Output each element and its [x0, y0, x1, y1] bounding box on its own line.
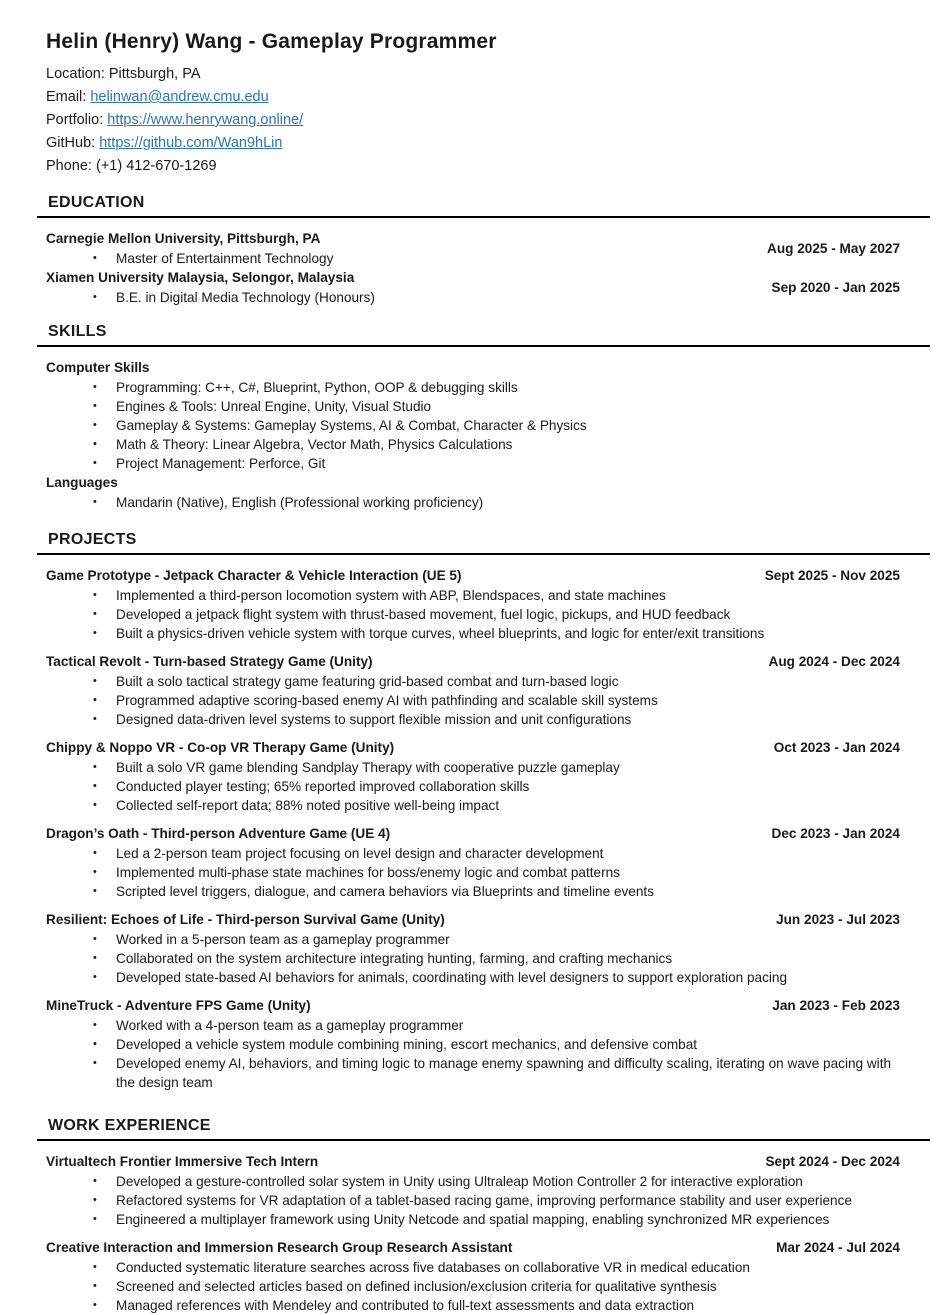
project-title-row [46, 652, 900, 672]
bullet-marker: • [93, 457, 97, 469]
project-entry [46, 910, 900, 987]
bullet-marker: • [93, 1019, 97, 1031]
bullet-item [46, 1191, 900, 1210]
work-entry [46, 1152, 900, 1229]
bullet-text: Scripted level triggers, dialogue, and camera behaviors via Blueprints and timeline events [116, 884, 655, 899]
bullet-marker: • [93, 847, 97, 859]
education-heading: EDUCATION [37, 194, 930, 218]
institution-name: Carnegie Mellon University, Pittsburgh, PA [46, 231, 321, 246]
bullet-text: Developed a gesture-controlled solar system in Unity using Ultraleap Motion Controller 2 for interactive exploration [116, 1174, 803, 1189]
project-title-row [46, 824, 900, 844]
bullet-item [46, 672, 900, 691]
project-title-row [46, 738, 900, 758]
contact-value-phone: (+1) 412-670-1269 [96, 158, 217, 174]
bullet-text: Conducted player testing; 65% reported improved collaboration skills [116, 779, 530, 794]
contact-portfolio [46, 109, 930, 132]
bullet-item [46, 930, 900, 949]
education-entry [46, 268, 900, 307]
bullet-item [46, 1210, 900, 1229]
bullet-text: Implemented multi-phase state machines for boss/enemy logic and combat patterns [116, 865, 620, 880]
bullet-marker: • [93, 952, 97, 964]
bullet-text: Developed state-based AI behaviors for animals, coordinating with level designers to support exploration pacing [116, 970, 788, 985]
skills-body [37, 347, 930, 512]
bullet-item [46, 624, 900, 643]
bullet-marker: • [93, 866, 97, 878]
work-title-row [46, 1238, 900, 1258]
bullet-item [46, 758, 900, 777]
projects-heading: PROJECTS [37, 531, 930, 555]
contact-location [46, 63, 930, 86]
contact-value-location: Pittsburgh, PA [108, 66, 201, 82]
date-range: Oct 2023 - Jan 2024 [773, 740, 900, 755]
bullet-item [46, 1258, 900, 1277]
bullet-marker: • [93, 400, 97, 412]
bullet-marker: • [93, 1261, 97, 1273]
skills-group-name: Languages [46, 475, 118, 490]
bullet-item [46, 605, 900, 624]
project-title-row [46, 910, 900, 930]
bullet-marker: • [93, 589, 97, 601]
project-name: MineTruck - Adventure FPS Game (Unity) [46, 998, 311, 1013]
project-entry [46, 824, 900, 901]
project-title-row [46, 996, 900, 1016]
projects-body [37, 555, 930, 1092]
bullet-item [46, 710, 900, 729]
bullet-item [46, 844, 900, 863]
bullet-marker: • [93, 933, 97, 945]
bullet-item [46, 949, 900, 968]
project-entry [46, 566, 900, 643]
bullet-marker: • [93, 252, 97, 264]
job-title: Virtualtech Frontier Immersive Tech Intern [46, 1154, 319, 1169]
bullet-marker: • [93, 971, 97, 983]
skills-heading: SKILLS [37, 323, 930, 347]
bullet-text: Worked with a 4-person team as a gameplay programmer [116, 1018, 464, 1033]
bullet-text: Developed a vehicle system module combining mining, escort mechanics, and defensive combat [116, 1037, 698, 1052]
bullet-text: B.E. in Digital Media Technology (Honours) [116, 290, 375, 305]
bullet-item [46, 1054, 900, 1092]
bullet-marker: • [93, 627, 97, 639]
project-name: Chippy & Noppo VR - Co-op VR Therapy Game (Unity) [46, 740, 395, 755]
education-entry [46, 229, 900, 268]
bullet-marker: • [93, 1175, 97, 1187]
bullet-item [46, 777, 900, 796]
section-work-experience [37, 1117, 930, 1315]
project-name: Dragon’s Oath - Third-person Adventure Game (UE 4) [46, 826, 391, 841]
work-experience-heading: WORK EXPERIENCE [37, 1117, 930, 1141]
contact-label-location: Location: [46, 66, 105, 82]
date-range: Aug 2025 - May 2027 [767, 240, 900, 256]
contact-email [46, 86, 930, 109]
bullet-item [46, 435, 900, 454]
bullet-marker: • [93, 291, 97, 303]
bullet-item [46, 1035, 900, 1054]
bullet-marker: • [93, 496, 97, 508]
bullet-text: Refactored systems for VR adaptation of a tablet-based racing game, improving performance stability and user experience [116, 1193, 852, 1208]
header [37, 30, 930, 178]
date-range: Aug 2024 - Dec 2024 [768, 654, 900, 669]
email-link[interactable]: helinwan@andrew.cmu.edu [90, 89, 269, 105]
page-title: Helin (Henry) Wang - Gameplay Programmer [46, 30, 497, 53]
section-projects [37, 531, 930, 1092]
bullet-marker: • [93, 419, 97, 431]
date-range: Sep 2020 - Jan 2025 [771, 279, 900, 295]
bullet-item [46, 1172, 900, 1191]
bullet-item [46, 493, 900, 512]
job-title: Creative Interaction and Immersion Research Group Research Assistant [46, 1240, 513, 1255]
skills-group-name: Computer Skills [46, 360, 150, 375]
bullet-text: Developed a jetpack flight system with thrust-based movement, fuel logic, pickups, and HUD feedback [116, 607, 731, 622]
bullet-marker: • [93, 1299, 97, 1311]
bullet-text: Programming: C++, C#, Blueprint, Python, OOP & debugging skills [116, 380, 518, 395]
date-range: Mar 2024 - Jul 2024 [776, 1240, 900, 1255]
bullet-text: Collaborated on the system architecture integrating hunting, farming, and crafting mechanics [116, 951, 673, 966]
bullet-marker: • [93, 675, 97, 687]
bullet-marker: • [93, 799, 97, 811]
project-name: Tactical Revolt - Turn-based Strategy Game (Unity) [46, 654, 373, 669]
bullet-text: Collected self-report data; 88% noted positive well-being impact [116, 798, 500, 813]
bullet-marker: • [93, 713, 97, 725]
bullet-item [46, 691, 900, 710]
contact-label-portfolio: Portfolio: [46, 112, 104, 128]
bullet-text: Conducted systematic literature searches across five databases on collaborative VR in medical education [116, 1260, 750, 1275]
bullet-text: Built a solo VR game blending Sandplay Therapy with cooperative puzzle gameplay [116, 760, 620, 775]
bullet-marker: • [93, 438, 97, 450]
bullet-item [46, 796, 900, 815]
bullet-text: Engines & Tools: Unreal Engine, Unity, Visual Studio [116, 399, 432, 414]
bullet-marker: • [93, 1194, 97, 1206]
bullet-marker: • [93, 1057, 97, 1069]
bullet-marker: • [93, 608, 97, 620]
date-range: Jun 2023 - Jul 2023 [776, 912, 900, 927]
bullet-text: Project Management: Perforce, Git [116, 456, 326, 471]
work-title-row [46, 1152, 900, 1172]
bullet-marker: • [93, 1213, 97, 1225]
bullet-text: Programmed adaptive scoring-based enemy AI with pathfinding and scalable skill systems [116, 693, 658, 708]
work-entry [46, 1238, 900, 1315]
project-entry [46, 996, 900, 1092]
project-entry [46, 738, 900, 815]
bullet-item [46, 1016, 900, 1035]
bullet-text: Gameplay & Systems: Gameplay Systems, AI & Combat, Character & Physics [116, 418, 587, 433]
bullet-text: Designed data-driven level systems to support flexible mission and unit configurations [116, 712, 632, 727]
date-range: Sept 2024 - Dec 2024 [765, 1154, 900, 1169]
work-experience-body [37, 1141, 930, 1315]
project-title-row [46, 566, 900, 586]
date-range: Dec 2023 - Jan 2024 [771, 826, 900, 841]
bullet-marker: • [93, 1280, 97, 1292]
bullet-item [46, 882, 900, 901]
bullet-marker: • [93, 1038, 97, 1050]
bullet-item [46, 1296, 900, 1315]
bullet-text: Implemented a third-person locomotion system with ABP, Blendspaces, and state machines [116, 588, 666, 603]
bullet-item [46, 586, 900, 605]
section-skills [37, 323, 930, 512]
contact-phone [46, 155, 930, 178]
contact-label-phone: Phone: [46, 158, 92, 174]
contact-label-email: Email: [46, 89, 87, 105]
project-name: Game Prototype - Jetpack Character & Vehicle Interaction (UE 5) [46, 568, 462, 583]
bullet-text: Engineered a multiplayer framework using Unity Netcode and spatial mapping, enabling synchronized MR experiences [116, 1212, 830, 1227]
bullet-text: Worked in a 5-person team as a gameplay programmer [116, 932, 450, 947]
section-education [37, 194, 930, 307]
bullet-marker: • [93, 780, 97, 792]
bullet-item [46, 397, 900, 416]
bullet-marker: • [93, 761, 97, 773]
project-entry [46, 652, 900, 729]
contact-github [46, 132, 930, 155]
bullet-text: Built a solo tactical strategy game featuring grid-based combat and turn-based logic [116, 674, 619, 689]
bullet-item [46, 416, 900, 435]
bullet-marker: • [93, 885, 97, 897]
bullet-marker: • [93, 694, 97, 706]
bullet-text: Math & Theory: Linear Algebra, Vector Math, Physics Calculations [116, 437, 513, 452]
bullet-item [46, 454, 900, 473]
bullet-text: Master of Entertainment Technology [116, 251, 334, 266]
contact-label-github: GitHub: [46, 135, 96, 151]
bullet-text: Mandarin (Native), English (Professional working proficiency) [116, 495, 484, 510]
bullet-item [46, 863, 900, 882]
project-name: Resilient: Echoes of Life - Third-person Survival Game (Unity) [46, 912, 445, 927]
bullet-marker: • [93, 381, 97, 393]
bullet-text: Screened and selected articles based on defined inclusion/exclusion criteria for qualitative synthesis [116, 1279, 717, 1294]
bullet-text: Managed references with Mendeley and contributed to full-text assessments and data extraction [116, 1298, 695, 1313]
education-body [37, 218, 930, 307]
bullet-text: Developed enemy AI, behaviors, and timing logic to manage enemy spawning and difficulty scaling, iterating on wave pacing with the design team [116, 1056, 892, 1090]
date-range: Sept 2025 - Nov 2025 [764, 568, 900, 583]
date-range: Jan 2023 - Feb 2023 [772, 998, 900, 1013]
github-link[interactable]: https://github.com/Wan9hLin [99, 135, 283, 151]
institution-name: Xiamen University Malaysia, Selongor, Malaysia [46, 270, 355, 285]
portfolio-link[interactable]: https://www.henrywang.online/ [107, 112, 304, 128]
bullet-text: Built a physics-driven vehicle system with torque curves, wheel blueprints, and logic for enter/exit transitions [116, 626, 765, 641]
bullet-item [46, 1277, 900, 1296]
bullet-item [46, 968, 900, 987]
bullet-text: Led a 2-person team project focusing on level design and character development [116, 846, 604, 861]
bullet-item [46, 378, 900, 397]
